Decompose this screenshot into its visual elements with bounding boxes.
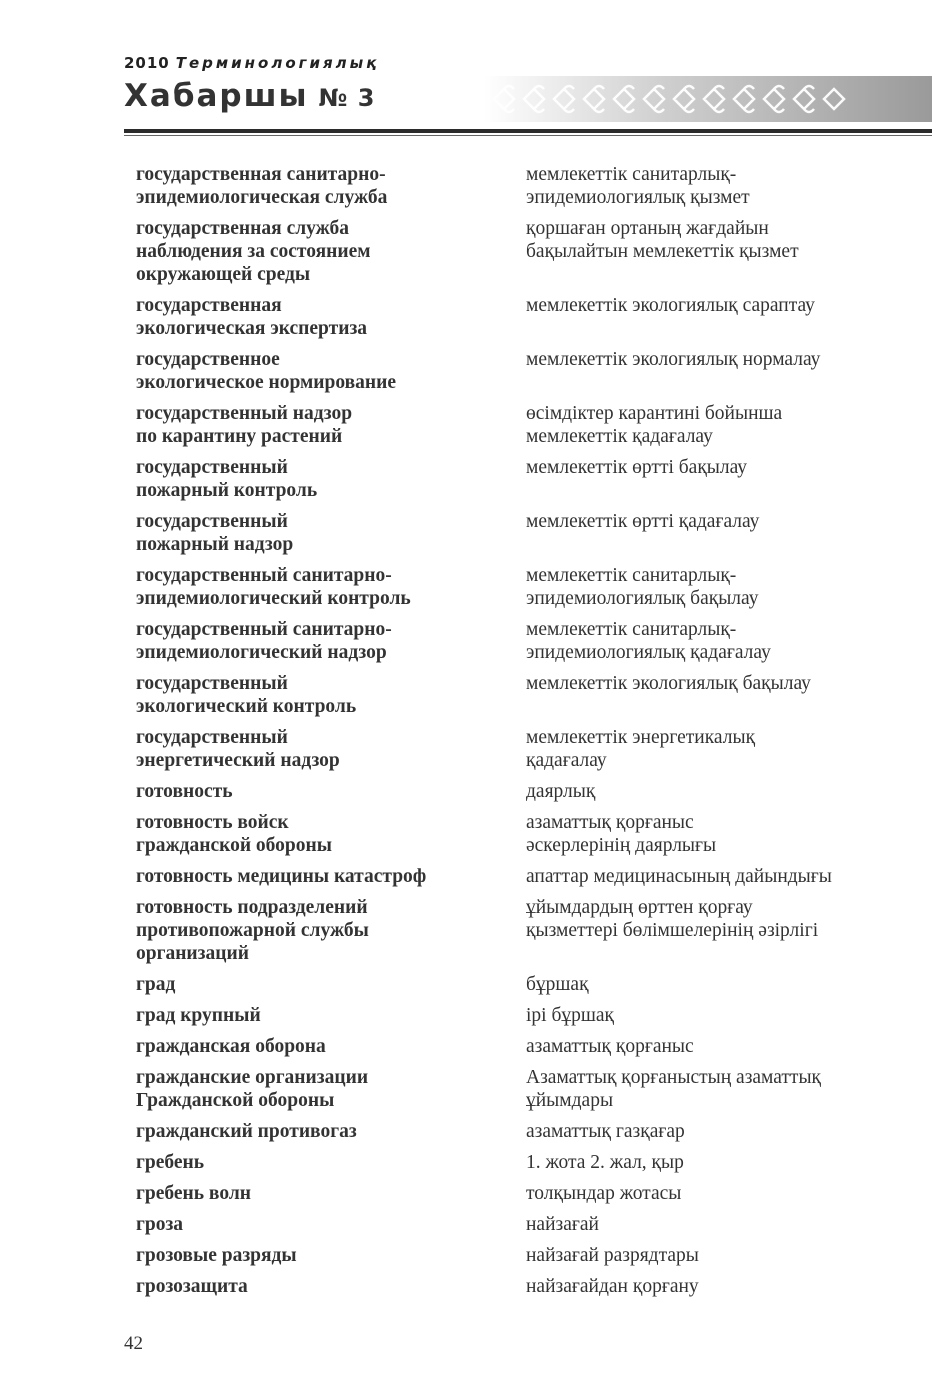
glossary-entry <box>136 348 906 394</box>
term-russian: готовность войск гражданской обороны <box>136 812 332 856</box>
term-kazakh: мемлекеттік экологиялық нормалау <box>526 349 821 370</box>
term-russian: гроза <box>136 1214 184 1235</box>
glossary-entry <box>136 163 906 209</box>
glossary-entry <box>136 1120 906 1143</box>
term-kazakh: апаттар медицинасының дайындығы <box>526 866 832 887</box>
term-russian: грозозащита <box>136 1276 248 1297</box>
header-title-line <box>124 78 375 114</box>
term-russian: государственный пожарный контроль <box>136 457 318 501</box>
term-kazakh: азаматтық қорғаныс әскерлерінің даярлығы <box>526 812 717 856</box>
term-kazakh: найзағайдан қорғану <box>526 1276 699 1297</box>
glossary-entry <box>136 456 906 502</box>
glossary-entry <box>136 1244 906 1267</box>
header-title: Хабаршы <box>124 78 309 114</box>
glossary-entry <box>136 672 906 718</box>
glossary-entry <box>136 780 906 803</box>
header-subtitle: Терминологиялық <box>175 54 380 72</box>
term-kazakh: азаматтық қорғаныс <box>526 1036 694 1057</box>
term-kazakh: бұршақ <box>526 974 589 995</box>
term-kazakh: мемлекеттік энергетикалық қадағалау <box>526 727 756 771</box>
term-russian: государственный пожарный надзор <box>136 511 294 555</box>
term-russian: гражданские организации Гражданской обороны <box>136 1067 369 1111</box>
term-russian: гражданская оборона <box>136 1036 326 1057</box>
term-russian: государственная экологическая экспертиза <box>136 295 368 339</box>
term-russian: грозовые разряды <box>136 1245 297 1266</box>
term-kazakh: азаматтық газқағар <box>526 1121 685 1142</box>
term-russian: государственное экологическое нормирование <box>136 349 397 393</box>
term-kazakh: өсімдіктер карантині бойынша мемлекеттік қадағалау <box>526 403 783 447</box>
glossary-entry <box>136 1004 906 1027</box>
ornament-band <box>484 76 932 122</box>
term-kazakh: мемлекеттік санитарлық- эпидемиологиялық қадағалау <box>526 619 771 663</box>
term-kazakh: толқындар жотасы <box>526 1183 682 1204</box>
term-russian: государственный экологический контроль <box>136 673 357 717</box>
header-issue: № 3 <box>318 84 376 112</box>
term-kazakh: мемлекеттік санитарлық- эпидемиологиялық бақылау <box>526 565 759 609</box>
term-kazakh: мемлекеттік экологиялық бақылау <box>526 673 811 694</box>
glossary-entry <box>136 1066 906 1112</box>
header-year: 2010 <box>124 54 170 72</box>
glossary-entry <box>136 865 906 888</box>
term-kazakh: мемлекеттік санитарлық- эпидемиологиялық қызмет <box>526 164 750 208</box>
page-number: 42 <box>124 1333 143 1354</box>
glossary-list <box>136 163 906 1306</box>
term-kazakh: найзағай разрядтары <box>526 1245 699 1266</box>
glossary-entry <box>136 1182 906 1205</box>
glossary-entry <box>136 1213 906 1236</box>
term-russian: государственный санитарно- эпидемиологический надзор <box>136 619 392 663</box>
term-russian: государственный энергетический надзор <box>136 727 340 771</box>
header-top-line <box>124 54 379 72</box>
term-kazakh: 1. жота 2. жал, қыр <box>526 1152 684 1173</box>
term-kazakh: мемлекеттік өртті қадағалау <box>526 511 760 532</box>
term-kazakh: мемлекеттік экологиялық сараптау <box>526 295 815 316</box>
term-russian: государственная служба наблюдения за состоянием окружающей среды <box>136 218 371 285</box>
term-russian: гражданский противогаз <box>136 1121 357 1142</box>
term-russian: готовность <box>136 781 233 802</box>
term-russian: государственный надзор по карантину растений <box>136 403 353 447</box>
term-russian: государственная санитарно- эпидемиологическая служба <box>136 164 388 208</box>
glossary-entry <box>136 217 906 286</box>
term-kazakh: Азаматтық қорғаныстың азаматтық ұйымдары <box>526 1067 822 1111</box>
term-russian: готовность медицины катастроф <box>136 866 427 887</box>
term-kazakh: ұйымдардың өрттен қорғау қызметтері бөлімшелерінің әзірлігі <box>526 897 819 941</box>
glossary-entry <box>136 564 906 610</box>
term-kazakh: найзағай <box>526 1214 599 1235</box>
term-kazakh: қоршаған ортаның жағдайын бақылайтын мемлекеттік қызмет <box>526 218 799 262</box>
term-russian: государственный санитарно- эпидемиологический контроль <box>136 565 411 609</box>
glossary-entry <box>136 896 906 965</box>
header-rule-thin <box>124 135 932 136</box>
glossary-entry <box>136 726 906 772</box>
glossary-entry <box>136 1275 906 1298</box>
glossary-entry <box>136 294 906 340</box>
page-header <box>124 50 932 140</box>
term-kazakh: даярлық <box>526 781 596 802</box>
term-kazakh: ірі бұршақ <box>526 1005 615 1026</box>
glossary-entry <box>136 811 906 857</box>
term-kazakh: мемлекеттік өртті бақылау <box>526 457 748 478</box>
term-russian: гребень <box>136 1152 205 1173</box>
glossary-entry <box>136 618 906 664</box>
glossary-entry <box>136 1035 906 1058</box>
glossary-entry <box>136 973 906 996</box>
header-rule-thick <box>124 129 932 133</box>
term-russian: град <box>136 974 176 995</box>
glossary-entry <box>136 402 906 448</box>
term-russian: готовность подразделений противопожарной службы организаций <box>136 897 369 964</box>
term-russian: град крупный <box>136 1005 261 1026</box>
glossary-entry <box>136 1151 906 1174</box>
term-russian: гребень волн <box>136 1183 251 1204</box>
ornament-pattern <box>484 76 932 122</box>
glossary-entry <box>136 510 906 556</box>
